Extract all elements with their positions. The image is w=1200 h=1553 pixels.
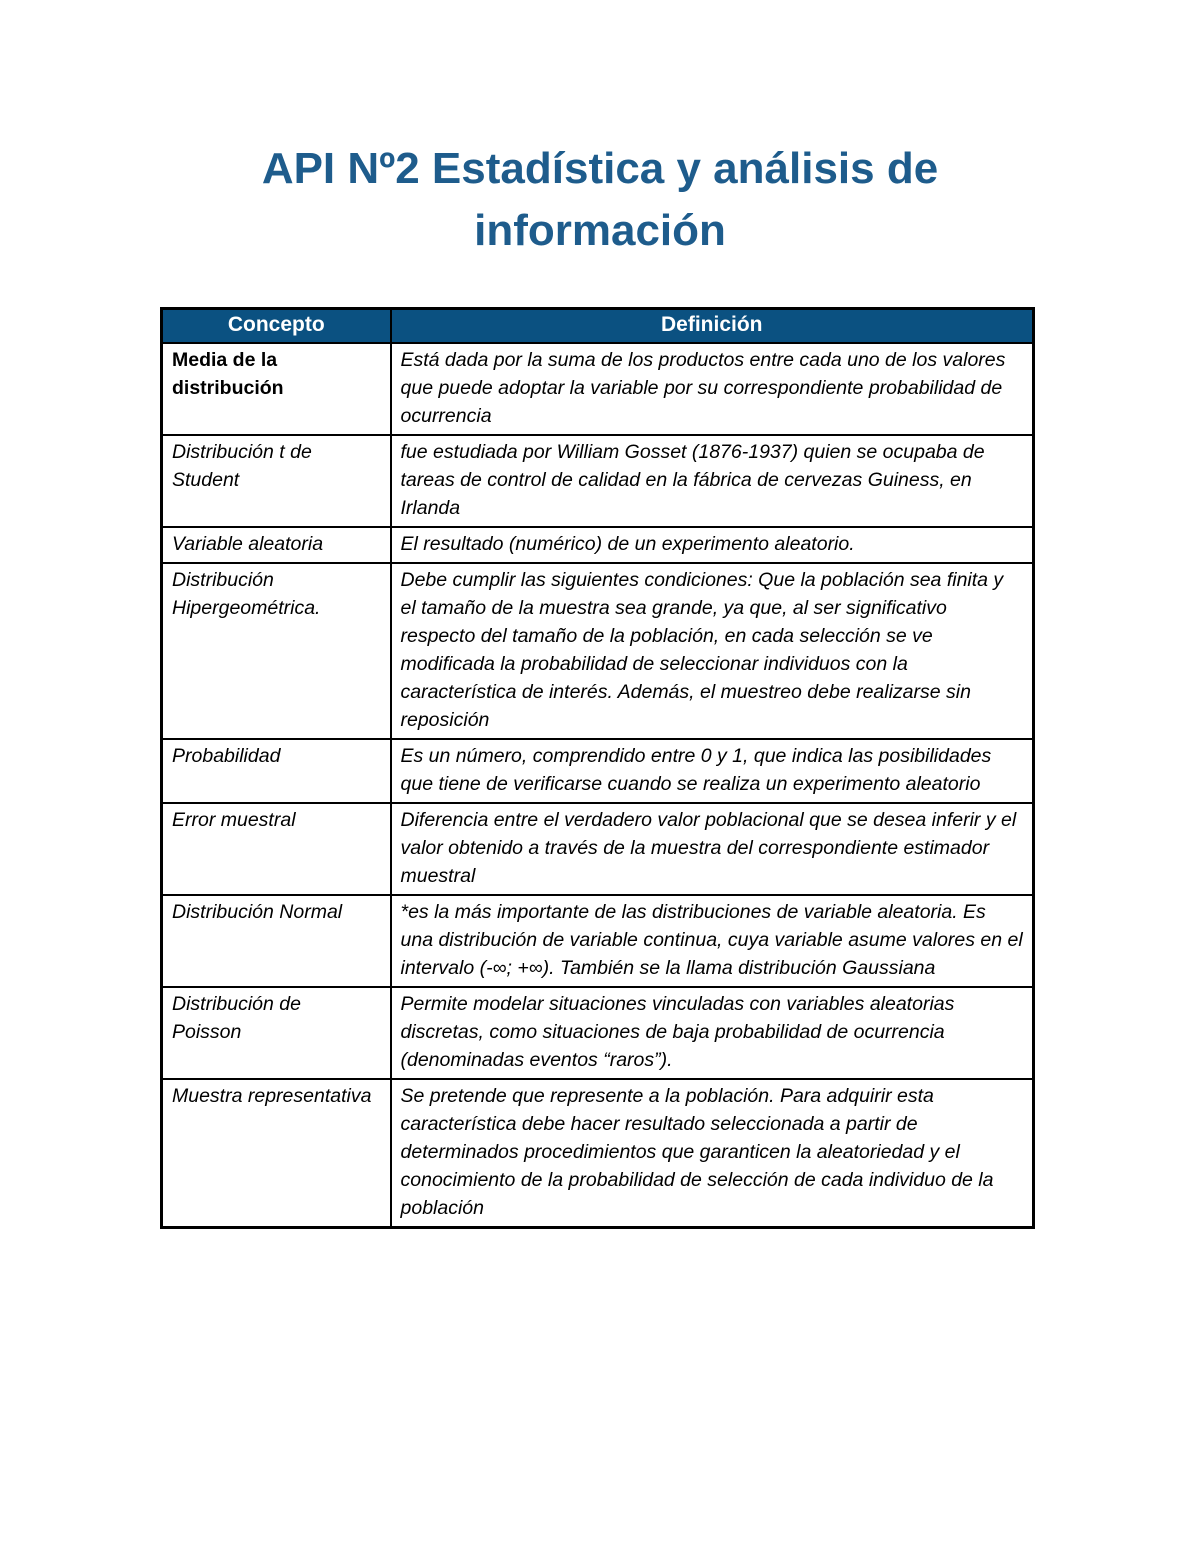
definicion-variable-aleatoria: El resultado (numérico) de un experimento aleatorio. [391,527,1034,563]
concepto-variable-aleatoria: Variable aleatoria [162,527,391,563]
table-row [162,803,1034,895]
page-title: API Nº2 Estadística y análisis de información [261,144,939,256]
table-row [162,987,1034,1079]
definicion-muestra-representativa: Se pretende que represente a la población. Para adquirir esta característica debe hacer resultado seleccionada a partir de determinados procedimientos que garanticen la aleatoriedad y el conocimiento de la probabilidad de selección de cada individuo de la población [391,1079,1034,1228]
concepto-distribucion-normal: Distribución Normal [162,895,391,987]
concepto-media-distribucion: Media de la distribución [162,343,391,435]
table-row [162,739,1034,803]
table-row [162,435,1034,527]
concepto-distribucion-t-student: Distribución t de Student [162,435,391,527]
concepto-distribucion-hipergeometrica: Distribución Hipergeométrica. [162,563,391,739]
table-row [162,895,1034,987]
definicion-distribucion-t-student: fue estudiada por William Gosset (1876-1937) quien se ocupaba de tareas de control de calidad en la fábrica de cervezas Guiness, en Irlanda [391,435,1034,527]
table-row [162,527,1034,563]
table-row [162,1079,1034,1228]
definicion-distribucion-poisson: Permite modelar situaciones vinculadas con variables aleatorias discretas, como situaciones de baja probabilidad de ocurrencia (denominadas eventos “raros”). [391,987,1034,1079]
concepto-error-muestral: Error muestral [162,803,391,895]
column-header-concepto: Concepto [162,308,391,343]
concept-definition-table [160,307,1035,1229]
definicion-error-muestral: Diferencia entre el verdadero valor poblacional que se desea inferir y el valor obtenido a través de la muestra del correspondiente estimador muestral [391,803,1034,895]
concepto-distribucion-poisson: Distribución de Poisson [162,987,391,1079]
table-header-row [162,308,1034,343]
table-row [162,563,1034,739]
column-header-definicion: Definición [391,308,1034,343]
definicion-probabilidad: Es un número, comprendido entre 0 y 1, que indica las posibilidades que tiene de verificarse cuando se realiza un experimento aleatorio [391,739,1034,803]
definicion-media-distribucion: Está dada por la suma de los productos entre cada uno de los valores que puede adoptar la variable por su correspondiente probabilidad de ocurrencia [391,343,1034,435]
concepto-probabilidad: Probabilidad [162,739,391,803]
table-row [162,343,1034,435]
definicion-distribucion-normal: *es la más importante de las distribuciones de variable aleatoria. Es una distribución de variable continua, cuya variable asume valores en el intervalo (-∞; +∞). También se la llama distribución Gaussiana [391,895,1034,987]
concepto-muestra-representativa: Muestra representativa [162,1079,391,1228]
definicion-distribucion-hipergeometrica: Debe cumplir las siguientes condiciones: Que la población sea finita y el tamaño de la muestra sea grande, ya que, al ser significativo respecto del tamaño de la población, en cada selección se ve modificada la probabilidad de seleccionar individuos con la característica de interés. Además, el muestreo debe realizarse sin reposición [391,563,1034,739]
